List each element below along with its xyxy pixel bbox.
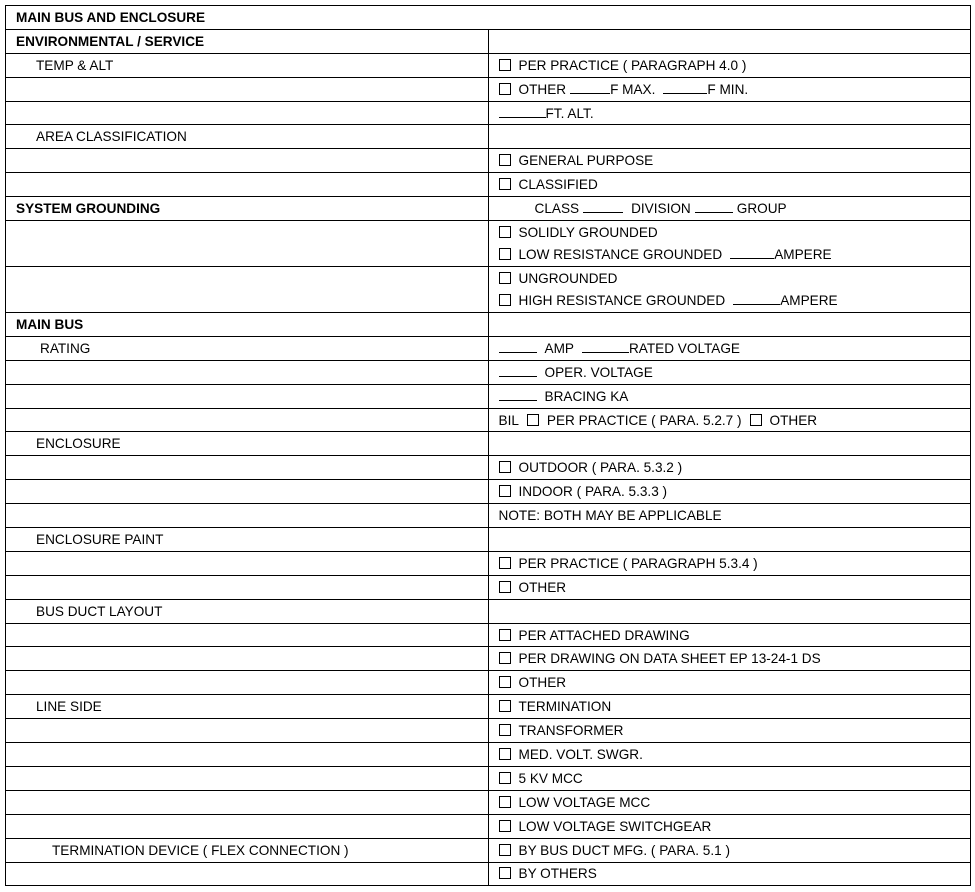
table-row	[6, 125, 971, 149]
general-purpose-option: GENERAL PURPOSE	[488, 149, 971, 173]
amp-blank[interactable]	[499, 341, 537, 353]
low-resistance-checkbox[interactable]	[499, 248, 511, 260]
table-row	[6, 360, 971, 384]
data-sheet-drawing-checkbox[interactable]	[499, 652, 511, 664]
table-row	[6, 599, 971, 623]
table-row	[6, 53, 971, 77]
lv-mcc-checkbox[interactable]	[499, 796, 511, 808]
lv-switchgear-option: LOW VOLTAGE SWITCHGEAR	[488, 814, 971, 838]
env-heading: ENVIRONMENTAL / SERVICE	[6, 29, 489, 53]
general-purpose-checkbox[interactable]	[499, 154, 511, 166]
termination-checkbox[interactable]	[499, 700, 511, 712]
table-row	[6, 623, 971, 647]
kv-mcc-checkbox[interactable]	[499, 772, 511, 784]
table-row	[6, 504, 971, 528]
solidly-grounded-checkbox[interactable]	[499, 226, 511, 238]
table-row	[6, 814, 971, 838]
table-row	[6, 528, 971, 552]
layout-other-option: OTHER	[488, 671, 971, 695]
solidly-grounded-option: SOLIDLY GROUNDED	[499, 222, 971, 244]
ft-alt-field: FT. ALT.	[488, 101, 971, 125]
by-others-checkbox[interactable]	[499, 867, 511, 879]
table-row	[6, 384, 971, 408]
paint-other-checkbox[interactable]	[499, 581, 511, 593]
table-row	[6, 173, 971, 197]
area-classification-label: AREA CLASSIFICATION	[6, 125, 489, 149]
lv-switchgear-checkbox[interactable]	[499, 820, 511, 832]
paint-per-practice-option: PER PRACTICE ( PARAGRAPH 5.3.4 )	[488, 551, 971, 575]
indoor-option: INDOOR ( PARA. 5.3.3 )	[488, 480, 971, 504]
table-row	[6, 432, 971, 456]
main-bus-enclosure-table	[5, 5, 971, 886]
termination-option: TERMINATION	[488, 695, 971, 719]
table-row	[6, 790, 971, 814]
f-max-blank[interactable]	[570, 82, 610, 94]
table-row	[6, 77, 971, 101]
table-row	[6, 862, 971, 886]
layout-other-checkbox[interactable]	[499, 676, 511, 688]
temp-other-option: OTHER F MAX. F MIN.	[488, 77, 971, 101]
f-min-blank[interactable]	[663, 82, 707, 94]
table-row	[6, 29, 971, 53]
table-row	[6, 408, 971, 432]
table-row	[6, 480, 971, 504]
ungrounded-checkbox[interactable]	[499, 272, 511, 284]
bil-field: BIL PER PRACTICE ( PARA. 5.2.7 ) OTHER	[488, 408, 971, 432]
high-resistance-checkbox[interactable]	[499, 294, 511, 306]
enclosure-label: ENCLOSURE	[6, 432, 489, 456]
table-row	[6, 743, 971, 767]
med-volt-swgr-option: MED. VOLT. SWGR.	[488, 743, 971, 767]
table-row	[6, 149, 971, 173]
table-row	[6, 719, 971, 743]
table-row	[6, 838, 971, 862]
low-resistance-option: LOW RESISTANCE GROUNDED AMPERE	[499, 244, 971, 266]
main-bus-heading: MAIN BUS	[6, 313, 489, 337]
lv-mcc-option: LOW VOLTAGE MCC	[488, 790, 971, 814]
ft-alt-blank[interactable]	[499, 106, 546, 118]
attached-drawing-option: PER ATTACHED DRAWING	[488, 623, 971, 647]
med-volt-swgr-checkbox[interactable]	[499, 748, 511, 760]
ungrounded-option: UNGROUNDED	[499, 268, 971, 290]
table-row	[6, 766, 971, 790]
by-others-option: BY OTHERS	[488, 862, 971, 886]
temp-other-checkbox[interactable]	[499, 83, 511, 95]
bil-per-practice-checkbox[interactable]	[527, 414, 539, 426]
paint-per-practice-checkbox[interactable]	[499, 557, 511, 569]
oper-voltage-field: OPER. VOLTAGE	[488, 360, 971, 384]
indoor-checkbox[interactable]	[499, 485, 511, 497]
table-row	[6, 336, 971, 360]
table-row	[6, 101, 971, 125]
paint-other-option: OTHER	[488, 575, 971, 599]
table-row	[6, 575, 971, 599]
temp-per-practice-option: PER PRACTICE ( PARAGRAPH 4.0 )	[488, 53, 971, 77]
table-row	[6, 197, 971, 221]
rated-voltage-blank[interactable]	[582, 341, 629, 353]
outdoor-option: OUTDOOR ( PARA. 5.3.2 )	[488, 456, 971, 480]
table-row	[6, 313, 971, 337]
transformer-checkbox[interactable]	[499, 724, 511, 736]
outdoor-checkbox[interactable]	[499, 461, 511, 473]
enclosure-paint-label: ENCLOSURE PAINT	[6, 528, 489, 552]
by-bus-duct-mfg-checkbox[interactable]	[499, 844, 511, 856]
classified-checkbox[interactable]	[499, 178, 511, 190]
transformer-option: TRANSFORMER	[488, 719, 971, 743]
bus-duct-layout-label: BUS DUCT LAYOUT	[6, 599, 489, 623]
division-blank[interactable]	[695, 201, 733, 213]
table-row	[6, 221, 971, 267]
enclosure-note: NOTE: BOTH MAY BE APPLICABLE	[488, 504, 971, 528]
termination-device-label: TERMINATION DEVICE ( FLEX CONNECTION )	[6, 838, 489, 862]
attached-drawing-checkbox[interactable]	[499, 629, 511, 641]
classified-option: CLASSIFIED	[488, 173, 971, 197]
bracing-blank[interactable]	[499, 389, 537, 401]
table-row	[6, 456, 971, 480]
data-sheet-drawing-option: PER DRAWING ON DATA SHEET EP 13-24-1 DS	[488, 647, 971, 671]
table-row	[6, 267, 971, 313]
table-row	[6, 671, 971, 695]
bil-other-checkbox[interactable]	[750, 414, 762, 426]
table-row	[6, 551, 971, 575]
line-side-label: LINE SIDE	[6, 695, 489, 719]
kv-mcc-option: 5 KV MCC	[488, 766, 971, 790]
table-row	[6, 647, 971, 671]
class-blank[interactable]	[583, 201, 623, 213]
oper-voltage-blank[interactable]	[499, 365, 537, 377]
section-title: MAIN BUS AND ENCLOSURE	[6, 6, 971, 30]
temp-per-practice-checkbox[interactable]	[499, 59, 511, 71]
rating-label: RATING	[6, 336, 489, 360]
temp-alt-label: TEMP & ALT	[6, 53, 489, 77]
grounding-heading: SYSTEM GROUNDING	[6, 197, 489, 221]
amp-rated-voltage-field: AMP RATED VOLTAGE	[488, 336, 971, 360]
class-division-group: CLASS DIVISION GROUP	[488, 197, 971, 221]
table-row	[6, 695, 971, 719]
bracing-field: BRACING KA	[488, 384, 971, 408]
high-res-ampere-blank[interactable]	[733, 293, 780, 305]
high-resistance-option: HIGH RESISTANCE GROUNDED AMPERE	[499, 290, 971, 312]
table-row	[6, 6, 971, 30]
low-res-ampere-blank[interactable]	[730, 247, 774, 259]
by-bus-duct-mfg-option: BY BUS DUCT MFG. ( PARA. 5.1 )	[488, 838, 971, 862]
